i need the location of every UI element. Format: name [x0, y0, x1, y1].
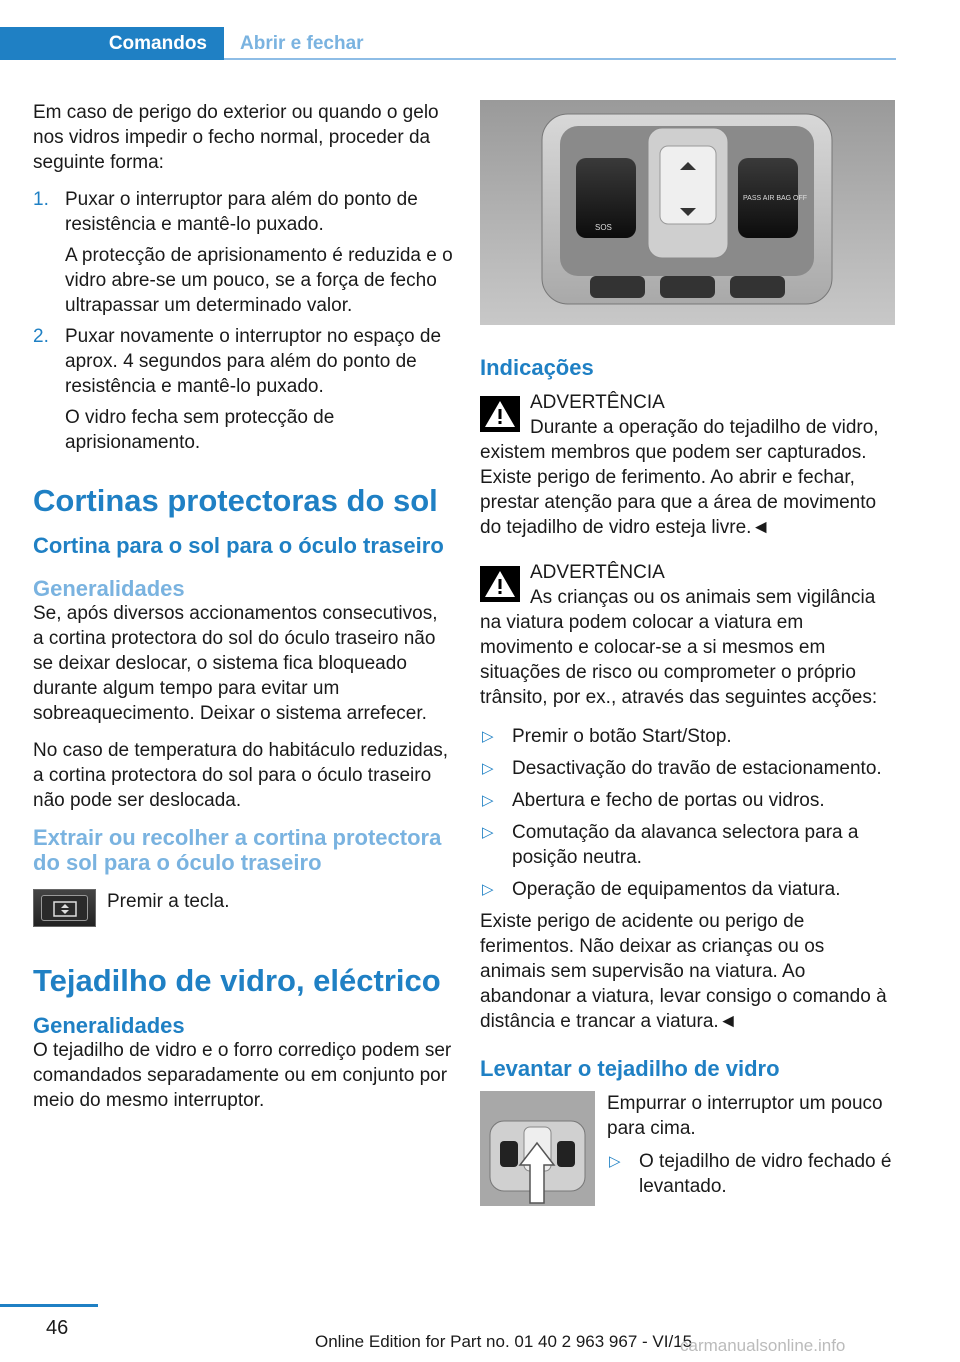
blind-button-instruction	[33, 889, 453, 927]
list-item: ▷ Comutação da alavanca selectora para a posição neutra.	[482, 822, 859, 868]
watermark: carmanualsonline.info	[680, 1336, 846, 1355]
bullet-arrow-icon: ▷	[609, 1153, 621, 1170]
list-item: ▷ Abertura e fecho de portas ou vidros.	[482, 790, 825, 811]
step-note: A protecção de aprisionamento é reduzida e o vidro abre-se um pouco, se a força de fecho ultrapassar um determinado valor.	[65, 245, 453, 316]
general-paragraph-1: Se, após diversos accionamentos consecutivos, a cortina protectora do sol do óculo traseiro não se deixar deslocar, o sistema fica bloqueado durante algum tempo para evitar um sobreaquecimento. Deixar o sistema arrefecer.	[33, 603, 438, 724]
chapter-tabs	[0, 0, 960, 62]
blind-button-icon	[33, 889, 96, 927]
bullet-arrow-icon: ▷	[482, 881, 494, 898]
steps-list	[33, 187, 453, 455]
warning-block-1	[480, 390, 895, 540]
step-text: Puxar o interruptor para além do ponto de resistência e mantê-lo puxado.	[65, 189, 418, 235]
lift-instruction-text: Empurrar o interruptor um pouco para cima.	[607, 1093, 883, 1139]
step-number: 1.	[33, 189, 49, 210]
bullet-arrow-icon: ▷	[482, 760, 494, 777]
section-title-sun-blinds: Cortinas protectoras do sol	[33, 483, 438, 518]
tab-abrir-e-fechar[interactable]: Abrir e fechar	[240, 32, 364, 54]
lift-roof-heading: Levantar o tejadilho de vidro	[480, 1056, 780, 1081]
warning-conclusion: Existe perigo de acidente ou perigo de ferimentos. Não deixar as crianças ou os animais sem supervisão na viatura. Ao abandonar a viatura, levar consigo o comando à distância e trancar a viatura.◄	[480, 911, 887, 1032]
section-title-glass-roof: Tejadilho de vidro, eléctrico	[33, 963, 441, 998]
list-item: ▷ Premir o botão Start/Stop.	[482, 726, 732, 747]
general-paragraph-2: No caso de temperatura do habitáculo reduzidas, a cortina protectora do sol para o óculo traseiro não pode ser deslocada.	[33, 740, 449, 811]
notes-heading: Indicações	[480, 355, 594, 380]
page-number: 46	[46, 1317, 69, 1339]
list-item: ▷ Desactivação do travão de estacionamento.	[482, 758, 882, 779]
lift-result-list	[607, 1149, 895, 1199]
step-item	[33, 324, 453, 455]
sos-label: SOS	[595, 223, 612, 232]
overhead-console-photo	[480, 100, 895, 325]
airbag-label: PASS AIR BAG OFF	[743, 195, 808, 202]
left-column	[33, 100, 453, 1125]
warning-heading: ADVERTÊNCIA	[530, 392, 665, 413]
extend-retract-heading: Extrair ou recolher a cortina protectora do sol para o óculo traseiro	[33, 825, 442, 875]
right-column	[480, 100, 895, 1206]
subsection-title-rear-blind: Cortina para o sol para o óculo traseiro	[33, 533, 444, 558]
general-heading: Generalidades	[33, 576, 185, 601]
step-number: 2.	[33, 326, 49, 347]
list-item: ▷ Operação de equipamentos da viatura.	[482, 879, 841, 900]
edition-footer: Online Edition for Part no. 01 40 2 963 967 - VI/15	[315, 1332, 693, 1351]
warning-heading: ADVERTÊNCIA	[530, 562, 665, 583]
general-heading-2: Generalidades	[33, 1013, 185, 1038]
press-key-text: Premir a tecla.	[107, 891, 230, 912]
intro-paragraph: Em caso de perigo do exterior ou quando o gelo nos vidros impedir o fecho normal, proceder da seguinte forma:	[33, 102, 439, 173]
page-number-line	[0, 1304, 98, 1307]
bullet-arrow-icon: ▷	[482, 728, 494, 745]
warning-text: Durante a operação do tejadilho de vidro, existem membros que podem ser capturados. Existe perigo de ferimento. Ao abrir e fechar, prestar atenção para que a área de movimento do tejadilho de vidro esteja livre.◄	[480, 417, 879, 538]
step-item	[33, 187, 453, 318]
step-note: O vidro fecha sem protecção de aprisionamento.	[65, 407, 335, 453]
lift-roof-instruction	[480, 1091, 895, 1206]
step-text: Puxar novamente o interruptor no espaço de aprox. 4 segundos para além do ponto de resistência e mantê-lo puxado.	[65, 326, 442, 397]
bullet-arrow-icon: ▷	[482, 824, 494, 841]
tab-comandos[interactable]: Comandos	[0, 27, 224, 60]
warning-icon	[480, 396, 520, 432]
bullet-arrow-icon: ▷	[482, 792, 494, 809]
glass-roof-paragraph: O tejadilho de vidro e o forro corrediço podem ser comandados separadamente ou em conjunto por meio do mesmo interruptor.	[33, 1040, 452, 1111]
list-item: ▷ O tejadilho de vidro fechado é levantado.	[609, 1151, 892, 1197]
warning-text: As crianças ou os animais sem vigilância na viatura podem colocar a viatura em movimento e colocar-se a si mesmos em situações de risco ou comprometer o próprio trânsito, por ex., através das seguintes acções:	[480, 587, 878, 708]
risk-actions-list	[480, 724, 895, 902]
tab-divider-line	[224, 58, 896, 60]
warning-icon	[480, 566, 520, 602]
roof-switch-photo	[480, 1091, 595, 1206]
warning-block-2	[480, 560, 895, 710]
